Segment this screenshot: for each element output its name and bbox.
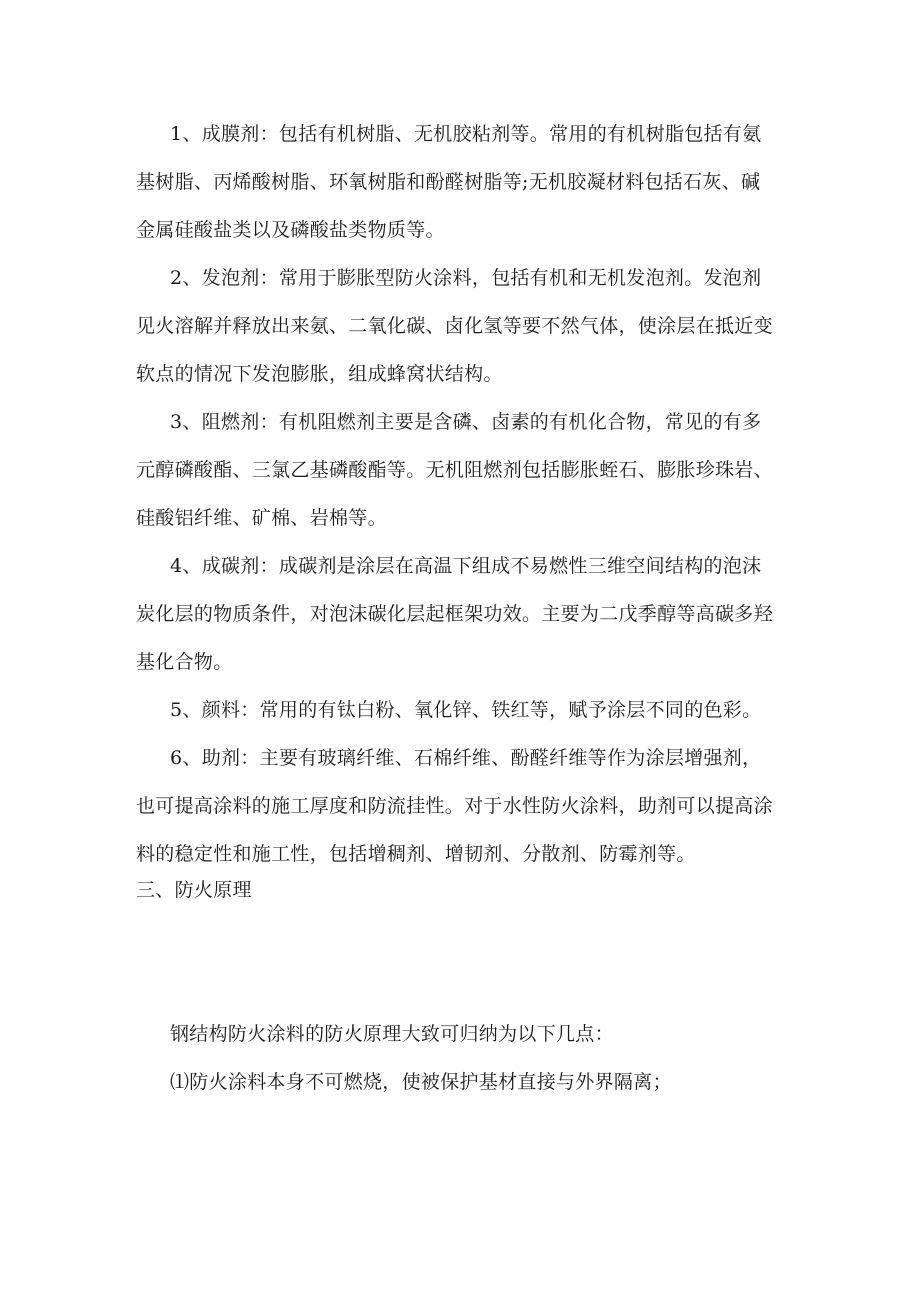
section-heading: 三、防火原理 [136, 879, 252, 901]
item-2-line-1: 2、发泡剂：常用于膨胀型防火涂料，包括有机和无机发泡剂。发泡剂 [170, 267, 762, 289]
item-3-line-3: 硅酸铝纤维、矿棉、岩棉等。 [136, 507, 387, 529]
item-1-line-1: 1、成膜剂：包括有机树脂、无机胶粘剂等。常用的有机树脂包括有氨 [170, 123, 762, 145]
item-2-line-2: 见火溶解并释放出来氨、二氧化碳、卤化氢等要不然气体，使涂层在抵近变 [136, 315, 773, 337]
item-4-line-3: 基化合物。 [136, 651, 233, 673]
item-3-line-2: 元醇磷酸酯、三氯乙基磷酸酯等。无机阻燃剂包括膨胀蛭石、膨胀珍珠岩、 [136, 459, 773, 481]
item-4-line-1: 4、成碳剂：成碳剂是涂层在高温下组成不易燃性三维空间结构的泡沫 [170, 555, 762, 577]
item-6-line-2: 也可提高涂料的施工厚度和防流挂性。对于水性防火涂料，助剂可以提高涂 [136, 795, 773, 817]
item-2-line-3: 软点的情况下发泡膨胀，组成蜂窝状结构。 [136, 363, 503, 385]
item-6-line-1: 6、助剂：主要有玻璃纤维、石棉纤维、酚醛纤维等作为涂层增强剂， [170, 747, 762, 769]
item-3-line-1: 3、阻燃剂：有机阻燃剂主要是含磷、卤素的有机化合物，常见的有多 [170, 411, 762, 433]
item-5-line-1: 5、颜料：常用的有钛白粉、氧化锌、铁红等，赋予涂层不同的色彩。 [170, 699, 762, 721]
item-1-line-3: 金属硅酸盐类以及磷酸盐类物质等。 [136, 219, 445, 241]
item-1-line-2: 基树脂、丙烯酸树脂、环氧树脂和酚醛树脂等;无机胶凝材料包括石灰、碱 [136, 171, 761, 193]
item-4-line-2: 炭化层的物质条件，对泡沫碳化层起框架功效。主要为二戊季醇等高碳多羟 [136, 603, 773, 625]
principle-point-1: ⑴防火涂料本身不可燃烧，使被保护基材直接与外界隔离； [170, 1071, 672, 1093]
principle-intro: 钢结构防火涂料的防火原理大致可归纳为以下几点： [170, 1023, 614, 1045]
item-6-line-3: 料的稳定性和施工性，包括增稠剂、增韧剂、分散剂、防霉剂等。 [136, 843, 696, 865]
